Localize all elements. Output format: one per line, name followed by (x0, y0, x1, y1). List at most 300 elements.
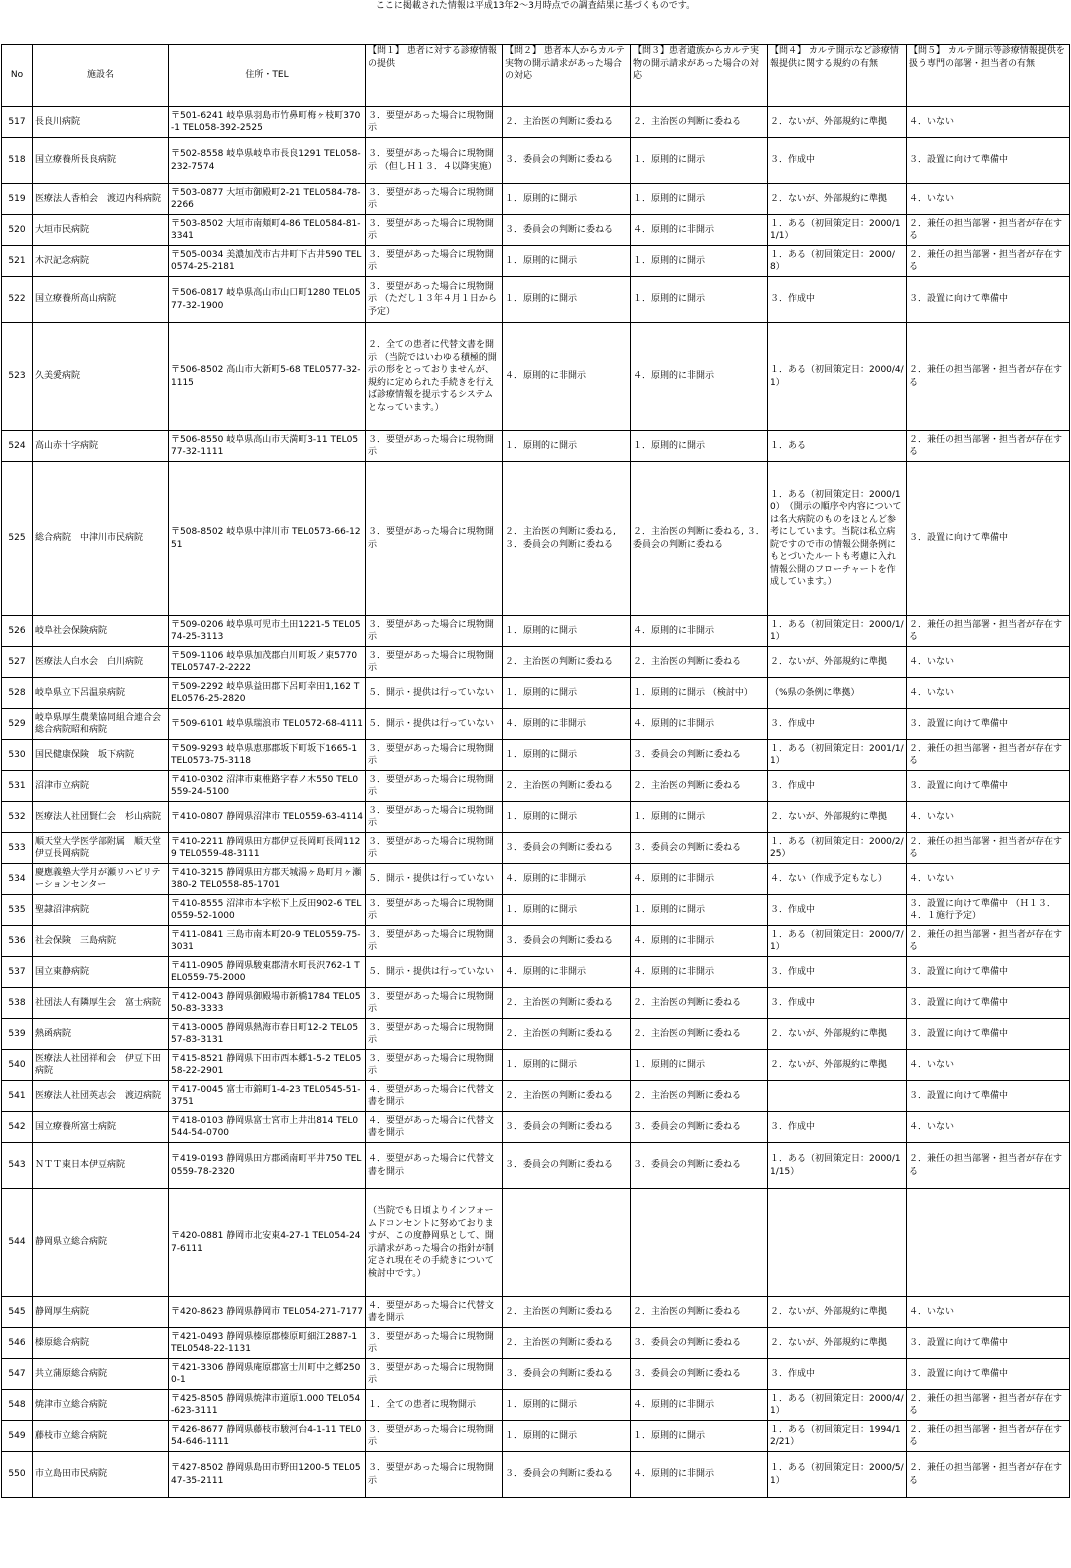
cell-name: 木沢記念病院 (33, 246, 169, 277)
cell-no: 550 (2, 1452, 33, 1498)
cell-q5: ２．兼任の担当部署・担当者が存在する (907, 1421, 1070, 1452)
cell-q2: １．原則的に開示 (503, 1421, 631, 1452)
cell-q4: ２．ないが、外部規約に準拠 (768, 184, 907, 215)
cell-q4: （%県の条例に準拠） (768, 678, 907, 709)
cell-name: 総合病院 中津川市民病院 (33, 462, 169, 616)
cell-address: 〒410-8555 沼津市本字松下上反田902-6 TEL0559-52-1000 (169, 895, 366, 926)
cell-address: 〒509-9293 岐阜県恵那郡坂下町坂下1665-1 TEL0573-75-3118 (169, 740, 366, 771)
cell-q1: ３．要望があった場合に現物開示 (366, 1452, 503, 1498)
table-row (2, 957, 1070, 988)
cell-q4: ３．作成中 (768, 895, 907, 926)
cell-name: 医療法人香柏会 渡辺内科病院 (33, 184, 169, 215)
cell-q5: ２．兼任の担当部署・担当者が存在する (907, 323, 1070, 431)
cell-q2: １．原則的に開示 (503, 246, 631, 277)
cell-no: 521 (2, 246, 33, 277)
cell-name: 社団法人有隣厚生会 富士病院 (33, 988, 169, 1019)
cell-name: 国民健康保険 坂下病院 (33, 740, 169, 771)
cell-name: 榛原総合病院 (33, 1328, 169, 1359)
table-row (2, 246, 1070, 277)
cell-q3: １．原則的に開示 (631, 1421, 768, 1452)
cell-name: ＮＴＴ東日本伊豆病院 (33, 1143, 169, 1189)
cell-q1: ３．要望があった場合に現物開示 (366, 246, 503, 277)
cell-q4: １．ある（初回策定日：2000/4/1） (768, 323, 907, 431)
cell-q1: ２．全ての患者に代替文書を開示 （当院ではいわゆる積極的開示の形をとっておりませんが、規約に定められた手続きを行えば診療情報を提示するシステムとなっています。） (366, 323, 503, 431)
cell-q5: ４．いない (907, 1112, 1070, 1143)
cell-q5 (907, 1189, 1070, 1297)
cell-q2: ３．委員会の判断に委ねる (503, 215, 631, 246)
survey-note: ここに掲載された情報は平成13年2～3月時点での調査結果に基づくものです。 (375, 1, 696, 11)
cell-address: 〒509-0206 岐阜県可児市土田1221-5 TEL0574-25-3113 (169, 616, 366, 647)
cell-q5: ２．兼任の担当部署・担当者が存在する (907, 215, 1070, 246)
cell-q1: ３．要望があった場合に現物開示 (366, 184, 503, 215)
cell-q5: ４．いない (907, 107, 1070, 138)
cell-q1: ３．要望があった場合に現物開示 (366, 895, 503, 926)
cell-no: 538 (2, 988, 33, 1019)
cell-q1: ５．開示・提供は行っていない (366, 864, 503, 895)
cell-q5: ４．いない (907, 864, 1070, 895)
header-q2: 【問２】 患者本人からカルテ実物の開示請求があった場合の対応 (503, 45, 631, 107)
table-row (2, 926, 1070, 957)
cell-q5: ４．いない (907, 184, 1070, 215)
cell-q1: ３．要望があった場合に現物開示 (366, 740, 503, 771)
cell-q2: １．原則的に開示 (503, 802, 631, 833)
cell-q1: ５．開示・提供は行っていない (366, 709, 503, 740)
cell-q4: １．ある（初回策定日：2000/11/1） (768, 215, 907, 246)
cell-q3: ４．原則的に非開示 (631, 323, 768, 431)
cell-name: 熱函病院 (33, 1019, 169, 1050)
cell-address: 〒415-8521 静岡県下田市西本郷1-5-2 TEL0558-22-2901 (169, 1050, 366, 1081)
cell-q4: １．ある（初回策定日：2000/7/1） (768, 926, 907, 957)
table-row (2, 864, 1070, 895)
cell-q5: ３．設置に向けて準備中 (907, 1359, 1070, 1390)
cell-q5: ２．兼任の担当部署・担当者が存在する (907, 740, 1070, 771)
table-row (2, 1359, 1070, 1390)
cell-q4: ３．作成中 (768, 957, 907, 988)
cell-name: 岐阜県立下呂温泉病院 (33, 678, 169, 709)
cell-q1: ３．要望があった場合に現物開示 (366, 215, 503, 246)
cell-q5: ３．設置に向けて準備中 (907, 277, 1070, 323)
cell-no: 529 (2, 709, 33, 740)
cell-q3: ４．原則的に非開示 (631, 215, 768, 246)
cell-q4: ３．作成中 (768, 709, 907, 740)
cell-q1: ４．要望があった場合に代替文書を開示 (366, 1081, 503, 1112)
cell-name: 医療法人白水会 白川病院 (33, 647, 169, 678)
cell-name: 長良川病院 (33, 107, 169, 138)
cell-address: 〒501-6241 岐阜県羽島市竹鼻町梅ヶ枝町370-1 TEL058-392-2525 (169, 107, 366, 138)
cell-address: 〒506-0817 岐阜県高山市山口町1280 TEL0577-32-1900 (169, 277, 366, 323)
cell-q4: ３．作成中 (768, 1112, 907, 1143)
cell-q3: １．原則的に開示 (631, 1050, 768, 1081)
cell-no: 539 (2, 1019, 33, 1050)
cell-no: 528 (2, 678, 33, 709)
cell-name: 高山赤十字病院 (33, 431, 169, 462)
cell-q2: ４．原則的に非開示 (503, 864, 631, 895)
cell-q4: １．ある（初回策定日：2000/4/1） (768, 1390, 907, 1421)
table-row (2, 988, 1070, 1019)
cell-address: 〒411-0905 静岡県駿東郡清水町長沢762-1 TEL0559-75-2000 (169, 957, 366, 988)
cell-q3: ４．原則的に非開示 (631, 1390, 768, 1421)
cell-name: 大垣市民病院 (33, 215, 169, 246)
cell-q2: ３．委員会の判断に委ねる (503, 1112, 631, 1143)
table-row (2, 1081, 1070, 1112)
cell-q3: ３．委員会の判断に委ねる (631, 1112, 768, 1143)
cell-q5: ３．設置に向けて準備中 (907, 988, 1070, 1019)
cell-q3: ３．委員会の判断に委ねる (631, 1328, 768, 1359)
cell-no: 531 (2, 771, 33, 802)
cell-address: 〒509-1106 岐阜県加茂郡白川町坂ノ東5770 TEL05747-2-2222 (169, 647, 366, 678)
cell-q2: ２．主治医の判断に委ねる (503, 1297, 631, 1328)
cell-q3: ２．主治医の判断に委ねる (631, 107, 768, 138)
cell-name: 国立療養所長良病院 (33, 138, 169, 184)
cell-q2: ３．委員会の判断に委ねる (503, 1452, 631, 1498)
cell-no: 530 (2, 740, 33, 771)
cell-q5: ２．兼任の担当部署・担当者が存在する (907, 833, 1070, 864)
table-row (2, 1189, 1070, 1297)
cell-no: 547 (2, 1359, 33, 1390)
cell-q5: ２．兼任の担当部署・担当者が存在する (907, 431, 1070, 462)
cell-q3: ２．主治医の判断に委ねる (631, 1297, 768, 1328)
cell-q1: ３．要望があった場合に現物開示 （ただし１３年４月１日から予定） (366, 277, 503, 323)
cell-q4: １．ある（初回策定日：2000/8） (768, 246, 907, 277)
cell-q2: １．原則的に開示 (503, 678, 631, 709)
cell-q5: ２．兼任の担当部署・担当者が存在する (907, 616, 1070, 647)
cell-name: 市立島田市民病院 (33, 1452, 169, 1498)
cell-q1: ３．要望があった場合に現物開示 (366, 802, 503, 833)
hospital-table (1, 44, 1070, 1498)
cell-no: 520 (2, 215, 33, 246)
header-q5: 【問５】 カルテ開示等診療情報提供を扱う専門の部署・担当者の有無 (907, 45, 1070, 107)
cell-name: 国立療養所高山病院 (33, 277, 169, 323)
cell-q3: ３．委員会の判断に委ねる (631, 833, 768, 864)
table-row (2, 1328, 1070, 1359)
cell-q5: ２．兼任の担当部署・担当者が存在する (907, 246, 1070, 277)
cell-q1: ３．要望があった場合に現物開示 (366, 1050, 503, 1081)
cell-address: 〒420-0881 静岡市北安東4-27-1 TEL054-247-6111 (169, 1189, 366, 1297)
cell-q1: ３．要望があった場合に現物開示 (366, 771, 503, 802)
table-row (2, 323, 1070, 431)
table-row (2, 895, 1070, 926)
cell-q1: ３．要望があった場合に現物開示 (366, 833, 503, 864)
cell-address: 〒420-8623 静岡県静岡市 TEL054-271-7177 (169, 1297, 366, 1328)
cell-q4: ２．ないが、外部規約に準拠 (768, 1019, 907, 1050)
cell-no: 519 (2, 184, 33, 215)
cell-q4: ２．ないが、外部規約に準拠 (768, 802, 907, 833)
cell-q4: ３．作成中 (768, 277, 907, 323)
table-row (2, 740, 1070, 771)
table-row (2, 1452, 1070, 1498)
cell-address: 〒508-8502 岐阜県中津川市 TEL0573-66-1251 (169, 462, 366, 616)
cell-name: 岐阜県厚生農業協同組合連合会 総合病院昭和病院 (33, 709, 169, 740)
cell-q5: ２．兼任の担当部署・担当者が存在する (907, 1390, 1070, 1421)
cell-name: 医療法人社団英志会 渡辺病院 (33, 1081, 169, 1112)
cell-q1: ３．要望があった場合に現物開示 (366, 1328, 503, 1359)
cell-q3: ４．原則的に非開示 (631, 709, 768, 740)
table-row (2, 771, 1070, 802)
cell-q1: ４．要望があった場合に代替文書を開示 (366, 1143, 503, 1189)
cell-q1: ３．要望があった場合に現物開示 (366, 1421, 503, 1452)
cell-q2: ２．主治医の判断に委ねる (503, 107, 631, 138)
cell-no: 535 (2, 895, 33, 926)
cell-q1: ３．要望があった場合に現物開示 (366, 107, 503, 138)
cell-no: 517 (2, 107, 33, 138)
cell-q5: ４．いない (907, 802, 1070, 833)
cell-address: 〒410-2211 静岡県田方郡伊豆長岡町長岡1129 TEL0559-48-3111 (169, 833, 366, 864)
cell-q2: ２．主治医の判断に委ねる, ３．委員会の判断に委ねる (503, 462, 631, 616)
cell-no: 543 (2, 1143, 33, 1189)
cell-name: 聖隷沼津病院 (33, 895, 169, 926)
cell-address: 〒410-0807 静岡県沼津市 TEL0559-63-4114 (169, 802, 366, 833)
table-row (2, 678, 1070, 709)
cell-name: 焼津市立総合病院 (33, 1390, 169, 1421)
cell-q3: １．原則的に開示 (631, 895, 768, 926)
cell-name: 岐阜社会保険病院 (33, 616, 169, 647)
table-row (2, 215, 1070, 246)
cell-q1: １．全ての患者に現物開示 (366, 1390, 503, 1421)
cell-no: 518 (2, 138, 33, 184)
table-row (2, 462, 1070, 616)
cell-q5: ３．設置に向けて準備中 （Ｈ１３．４．１施行予定） (907, 895, 1070, 926)
table-row (2, 138, 1070, 184)
table-header (2, 45, 1070, 107)
table-row (2, 833, 1070, 864)
table-row (2, 1050, 1070, 1081)
cell-q4: ２．ないが、外部規約に準拠 (768, 647, 907, 678)
cell-q3: ２．主治医の判断に委ねる (631, 1019, 768, 1050)
table-row (2, 277, 1070, 323)
cell-address: 〒419-0193 静岡県田方郡函南町平井750 TEL0559-78-2320 (169, 1143, 366, 1189)
cell-q2: １．原則的に開示 (503, 616, 631, 647)
cell-name: 慶應義塾大学月が瀬リハビリテーションセンター (33, 864, 169, 895)
cell-q2: ２．主治医の判断に委ねる (503, 988, 631, 1019)
table-row (2, 1390, 1070, 1421)
cell-address: 〒417-0045 富士市錦町1-4-23 TEL0545-51-3751 (169, 1081, 366, 1112)
cell-address: 〒427-8502 静岡県島田市野田1200-5 TEL0547-35-2111 (169, 1452, 366, 1498)
cell-q1: ３．要望があった場合に現物開示 (366, 462, 503, 616)
cell-q5: ３．設置に向けて準備中 (907, 138, 1070, 184)
cell-no: 540 (2, 1050, 33, 1081)
cell-no: 544 (2, 1189, 33, 1297)
cell-q2: ４．原則的に非開示 (503, 957, 631, 988)
cell-q2: ４．原則的に非開示 (503, 709, 631, 740)
cell-q2: １．原則的に開示 (503, 431, 631, 462)
cell-q2: ３．委員会の判断に委ねる (503, 1143, 631, 1189)
cell-address: 〒412-0043 静岡県御殿場市新橋1784 TEL0550-83-3333 (169, 988, 366, 1019)
cell-q5: ４．いない (907, 1297, 1070, 1328)
cell-no: 527 (2, 647, 33, 678)
table-body (2, 107, 1070, 1498)
table-row (2, 431, 1070, 462)
cell-q5: ３．設置に向けて準備中 (907, 709, 1070, 740)
cell-no: 523 (2, 323, 33, 431)
cell-q2: ４．原則的に非開示 (503, 323, 631, 431)
cell-address: 〒421-0493 静岡県榛原郡榛原町細江2887-1 TEL0548-22-1131 (169, 1328, 366, 1359)
cell-q3: １．原則的に開示 (631, 802, 768, 833)
cell-no: 549 (2, 1421, 33, 1452)
table-row (2, 1019, 1070, 1050)
cell-name: 沼津市立病院 (33, 771, 169, 802)
cell-q5: ３．設置に向けて準備中 (907, 1328, 1070, 1359)
cell-address: 〒410-0302 沼津市東椎路字春ノ木550 TEL0559-24-5100 (169, 771, 366, 802)
cell-q4: ３．作成中 (768, 1359, 907, 1390)
cell-q2: ３．委員会の判断に委ねる (503, 833, 631, 864)
cell-q2: １．原則的に開示 (503, 895, 631, 926)
cell-name: 久美愛病院 (33, 323, 169, 431)
cell-q3: ２．主治医の判断に委ねる (631, 647, 768, 678)
cell-q4: ３．作成中 (768, 771, 907, 802)
cell-q3: ３．委員会の判断に委ねる (631, 1143, 768, 1189)
cell-q3 (631, 1189, 768, 1297)
cell-q2: ２．主治医の判断に委ねる (503, 1328, 631, 1359)
cell-address: 〒509-6101 岐阜県瑞浪市 TEL0572-68-4111 (169, 709, 366, 740)
cell-name: 静岡県立総合病院 (33, 1189, 169, 1297)
cell-name: 共立蒲原総合病院 (33, 1359, 169, 1390)
cell-q3: ２．主治医の判断に委ねる (631, 771, 768, 802)
cell-q3: ４．原則的に非開示 (631, 926, 768, 957)
cell-q2: １．原則的に開示 (503, 740, 631, 771)
table-row (2, 647, 1070, 678)
cell-q3: １．原則的に開示 （検討中） (631, 678, 768, 709)
cell-q3: １．原則的に開示 (631, 246, 768, 277)
header-address: 住所・TEL (169, 45, 366, 107)
cell-q1: ３．要望があった場合に現物開示 (366, 1019, 503, 1050)
cell-name: 医療法人社団賢仁会 杉山病院 (33, 802, 169, 833)
cell-q2: ３．委員会の判断に委ねる (503, 926, 631, 957)
cell-address: 〒505-0034 美濃加茂市古井町下古井590 TEL0574-25-2181 (169, 246, 366, 277)
cell-address: 〒426-8677 静岡県藤枝市駿河台4-1-11 TEL054-646-1111 (169, 1421, 366, 1452)
cell-q1: （当院でも日頃よりインフォームドコンセントに努めておりますが、この度静岡県として、開示請求があった場合の指針が制定され現在その手続きについて検討中です。） (366, 1189, 503, 1297)
cell-address: 〒503-0877 大垣市御殿町2-21 TEL0584-78-2266 (169, 184, 366, 215)
cell-q3: ４．原則的に非開示 (631, 1452, 768, 1498)
cell-q3: ３．委員会の判断に委ねる (631, 1359, 768, 1390)
cell-q2: １．原則的に開示 (503, 1390, 631, 1421)
cell-q2: ３．委員会の判断に委ねる (503, 138, 631, 184)
cell-name: 藤枝市立総合病院 (33, 1421, 169, 1452)
cell-q4: ２．ないが、外部規約に準拠 (768, 1050, 907, 1081)
table-row (2, 802, 1070, 833)
cell-q5: ４．いない (907, 1050, 1070, 1081)
cell-q2: １．原則的に開示 (503, 1050, 631, 1081)
cell-q2: １．原則的に開示 (503, 277, 631, 323)
cell-q4: １．ある（初回策定日：2000/2/25） (768, 833, 907, 864)
table-row (2, 1297, 1070, 1328)
cell-no: 525 (2, 462, 33, 616)
cell-q4: １．ある（初回策定日：2001/1/1） (768, 740, 907, 771)
cell-q3: １．原則的に開示 (631, 138, 768, 184)
table-row (2, 1112, 1070, 1143)
cell-q2 (503, 1189, 631, 1297)
cell-q3: ２．主治医の判断に委ねる, ３．委員会の判断に委ねる (631, 462, 768, 616)
cell-q3: １．原則的に開示 (631, 184, 768, 215)
cell-q2: ３．委員会の判断に委ねる (503, 1359, 631, 1390)
cell-q4 (768, 1081, 907, 1112)
cell-q2: ２．主治医の判断に委ねる (503, 771, 631, 802)
cell-address: 〒506-8502 高山市大新町5-68 TEL0577-32-1115 (169, 323, 366, 431)
cell-name: 順天堂大学医学部附属 順天堂伊豆長岡病院 (33, 833, 169, 864)
cell-q1: ３．要望があった場合に現物開示 （但しＨ１３．４以降実施） (366, 138, 503, 184)
cell-q3: ２．主治医の判断に委ねる (631, 988, 768, 1019)
cell-q3: ２．主治医の判断に委ねる (631, 1081, 768, 1112)
cell-q5: ３．設置に向けて準備中 (907, 1081, 1070, 1112)
table-row (2, 184, 1070, 215)
cell-q4: １．ある（初回策定日：1994/12/21） (768, 1421, 907, 1452)
cell-name: 国立東静病院 (33, 957, 169, 988)
cell-name: 社会保険 三島病院 (33, 926, 169, 957)
cell-q4: ２．ないが、外部規約に準拠 (768, 1297, 907, 1328)
cell-address: 〒410-3215 静岡県田方郡天城湯ヶ島町月ヶ瀬380-2 TEL0558-85-1701 (169, 864, 366, 895)
cell-q5: ４．いない (907, 647, 1070, 678)
cell-q2: ２．主治医の判断に委ねる (503, 647, 631, 678)
cell-q3: ３．委員会の判断に委ねる (631, 740, 768, 771)
cell-address: 〒506-8550 岐阜県高山市天満町3-11 TEL0577-32-1111 (169, 431, 366, 462)
cell-q1: ４．要望があった場合に代替文書を開示 (366, 1297, 503, 1328)
cell-q4: １．ある（初回策定日：2000/5/1） (768, 1452, 907, 1498)
cell-q5: ３．設置に向けて準備中 (907, 1019, 1070, 1050)
header-q4: 【問４】 カルテ開示など診療情報提供に関する規約の有無 (768, 45, 907, 107)
cell-q3: ４．原則的に非開示 (631, 616, 768, 647)
cell-q2: ２．主治医の判断に委ねる (503, 1019, 631, 1050)
cell-no: 524 (2, 431, 33, 462)
cell-address: 〒421-3306 静岡県庵原郡富士川町中之郷2500-1 (169, 1359, 366, 1390)
cell-q4: ２．ないが、外部規約に準拠 (768, 107, 907, 138)
cell-address: 〒509-2292 岐阜県益田郡下呂町幸田1,162 TEL0576-25-2820 (169, 678, 366, 709)
cell-no: 522 (2, 277, 33, 323)
cell-no: 526 (2, 616, 33, 647)
cell-q5: ３．設置に向けて準備中 (907, 462, 1070, 616)
cell-address: 〒425-8505 静岡県焼津市道原1.000 TEL054-623-3111 (169, 1390, 366, 1421)
cell-name: 国立療養所富士病院 (33, 1112, 169, 1143)
cell-q5: ２．兼任の担当部署・担当者が存在する (907, 1143, 1070, 1189)
cell-no: 546 (2, 1328, 33, 1359)
cell-q2: １．原則的に開示 (503, 184, 631, 215)
cell-name: 静岡厚生病院 (33, 1297, 169, 1328)
cell-q4: ４．ない（作成予定もなし） (768, 864, 907, 895)
cell-no: 542 (2, 1112, 33, 1143)
cell-q5: ３．設置に向けて準備中 (907, 957, 1070, 988)
header-q1: 【問１】 患者に対する診療情報の提供 (366, 45, 503, 107)
header-name: 施設名 (33, 45, 169, 107)
cell-q2: ２．主治医の判断に委ねる (503, 1081, 631, 1112)
cell-q4: ３．作成中 (768, 988, 907, 1019)
cell-q3: ４．原則的に非開示 (631, 864, 768, 895)
cell-q1: ３．要望があった場合に現物開示 (366, 988, 503, 1019)
cell-q1: ４．要望があった場合に代替文書を開示 (366, 1112, 503, 1143)
cell-q3: １．原則的に開示 (631, 431, 768, 462)
cell-no: 537 (2, 957, 33, 988)
cell-q1: ３．要望があった場合に現物開示 (366, 926, 503, 957)
cell-q4: １．ある（初回策定日：2000/1/1） (768, 616, 907, 647)
cell-no: 532 (2, 802, 33, 833)
cell-address: 〒413-0005 静岡県熱海市春日町12-2 TEL0557-83-3131 (169, 1019, 366, 1050)
cell-q5: ２．兼任の担当部署・担当者が存在する (907, 1452, 1070, 1498)
cell-address: 〒418-0103 静岡県富士宮市上井出814 TEL0544-54-0700 (169, 1112, 366, 1143)
table-row (2, 107, 1070, 138)
cell-q5: ３．設置に向けて準備中 (907, 771, 1070, 802)
cell-no: 545 (2, 1297, 33, 1328)
cell-address: 〒502-8558 岐阜県岐阜市長良1291 TEL058-232-7574 (169, 138, 366, 184)
cell-q4: ２．ないが、外部規約に準拠 (768, 1328, 907, 1359)
cell-no: 534 (2, 864, 33, 895)
cell-q4: １．ある (768, 431, 907, 462)
cell-q4: １．ある（初回策定日：2000/11/15） (768, 1143, 907, 1189)
cell-no: 533 (2, 833, 33, 864)
cell-q1: ５．開示・提供は行っていない (366, 957, 503, 988)
cell-q4 (768, 1189, 907, 1297)
cell-q5: ４．いない (907, 678, 1070, 709)
cell-q1: ３．要望があった場合に現物開示 (366, 616, 503, 647)
cell-q5: ２．兼任の担当部署・担当者が存在する (907, 926, 1070, 957)
table-row (2, 1143, 1070, 1189)
cell-no: 548 (2, 1390, 33, 1421)
